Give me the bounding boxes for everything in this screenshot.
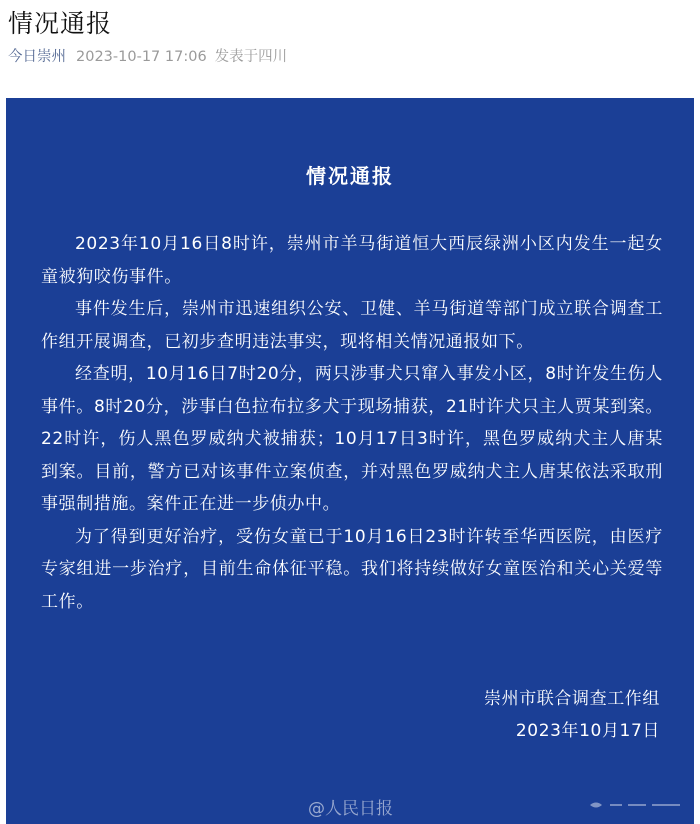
notice-signature	[484, 683, 660, 747]
notice-image	[6, 98, 694, 824]
article-title: 情况通报	[8, 9, 113, 38]
signature-date: 2023年10月17日	[515, 721, 660, 741]
publish-location: 发表于四川	[214, 49, 288, 65]
article-meta	[8, 45, 287, 66]
watermark: @人民日报	[308, 799, 393, 819]
publish-time: 2023-10-17 17:06	[76, 49, 207, 65]
corner-watermark-icon	[588, 798, 684, 812]
notice-paragraph-4: 为了得到更好治疗，受伤女童已于10月16日23时许转至华西医院，由医疗专家组进一步治疗，目前生命体征平稳。我们将持续做好女童医治和关心关爱等工作。	[41, 526, 663, 612]
signature-org: 崇州市联合调查工作组	[484, 689, 660, 709]
source-account-link[interactable]: 今日崇州	[8, 49, 66, 65]
notice-paragraph-1: 2023年10月16日8时许，崇州市羊马街道恒大西辰绿洲小区内发生一起女童被狗咬伤事件。	[41, 234, 663, 287]
notice-heading: 情况通报	[306, 164, 394, 188]
notice-body	[41, 228, 663, 618]
notice-paragraph-3: 经查明，10月16日7时20分，两只涉事犬只窜入事发小区，8时许发生伤人事件。8时20分，涉事白色拉布拉多犬于现场捕获，21时许犬只主人贾某到案。22时许，伤人黑色罗威纳犬被捕获；10月17日3时许，黑色罗威纳犬主人唐某到案。目前，警方已对该事件立案侦查，并对黑色罗威纳犬主人唐某依法采取刑事强制措施。案件正在进一步侦办中。	[41, 364, 663, 514]
notice-paragraph-2: 事件发生后，崇州市迅速组织公安、卫健、羊马街道等部门成立联合调查工作组开展调查，已初步查明违法事实，现将相关情况通报如下。	[41, 299, 663, 352]
